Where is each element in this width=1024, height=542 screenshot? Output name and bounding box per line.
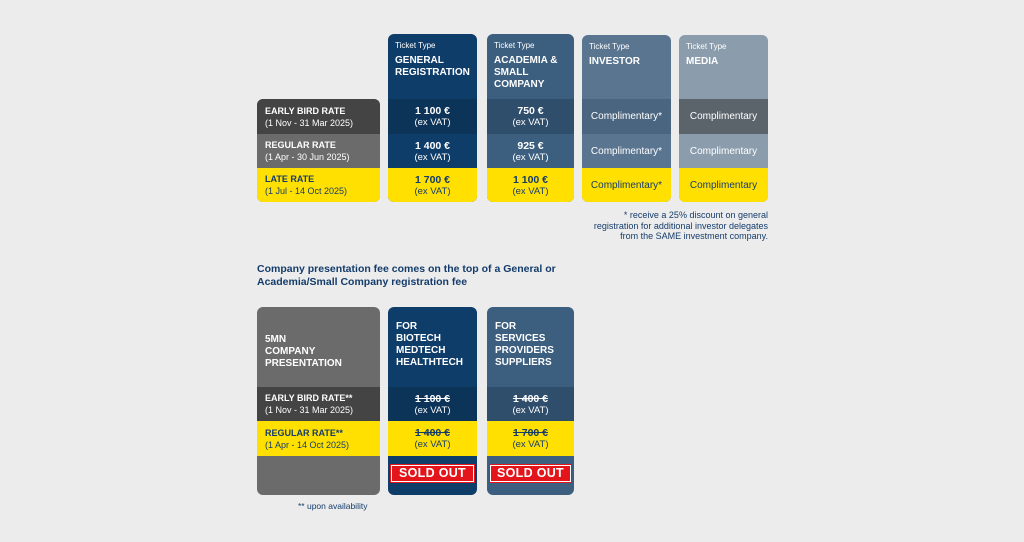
row-dates: (1 Apr - 14 Oct 2025) xyxy=(265,439,350,450)
general-registration-column xyxy=(388,34,477,202)
availability-footnote: ** upon availability xyxy=(298,501,368,511)
row-title: LATE RATE xyxy=(265,174,315,184)
price: 1 400 € xyxy=(512,392,549,405)
row-title: REGULAR RATE** xyxy=(265,427,343,438)
column-header xyxy=(396,321,463,369)
ticket-type-label: Ticket Type xyxy=(395,41,436,50)
row-dates: (1 Apr - 30 Jun 2025) xyxy=(265,152,350,162)
vat-note: (ex VAT) xyxy=(512,117,549,128)
title-line: PRESENTATION xyxy=(265,358,342,369)
column-title: FOR xyxy=(396,321,418,332)
complimentary-label: Complimentary* xyxy=(590,111,663,122)
price-cell xyxy=(679,134,768,168)
vat-note: (ex VAT) xyxy=(414,439,451,450)
complimentary-label: Complimentary xyxy=(689,111,758,122)
column-header xyxy=(679,35,768,68)
complimentary-label: Complimentary xyxy=(689,179,758,191)
column-title: MEDIA xyxy=(686,56,719,67)
row-title: EARLY BIRD RATE** xyxy=(265,393,353,403)
ticket-type-label: Ticket Type xyxy=(494,41,535,50)
footnote-line: from the SAME investment company. xyxy=(620,231,768,241)
column-title: SMALL xyxy=(494,67,529,78)
price-cell xyxy=(388,168,477,202)
price: 1 400 € xyxy=(414,427,451,439)
price: 1 100 € xyxy=(414,105,451,117)
vat-note: (ex VAT) xyxy=(414,404,451,416)
column-title: REGISTRATION xyxy=(395,67,470,78)
column-title: PROVIDERS xyxy=(495,345,554,356)
column-header xyxy=(582,35,671,68)
price-cell xyxy=(679,168,768,202)
services-column xyxy=(487,307,574,495)
early-bird-rate-label xyxy=(257,99,380,134)
price-cell xyxy=(487,168,574,202)
price: 750 € xyxy=(517,105,544,117)
column-title: BIOTECH xyxy=(396,333,441,344)
row-title: EARLY BIRD RATE xyxy=(265,105,346,116)
price-cell xyxy=(679,99,768,134)
column-title: ACADEMIA & xyxy=(494,55,558,66)
presentation-title xyxy=(265,334,342,370)
column-title: SERVICES xyxy=(495,333,546,344)
vat-note: (ex VAT) xyxy=(512,404,549,416)
price: 1 100 € xyxy=(414,392,451,405)
investor-footnote xyxy=(520,210,768,242)
price-cell xyxy=(582,99,671,134)
price: 1 700 € xyxy=(414,173,451,186)
column-title: HEALTHTECH xyxy=(396,357,464,368)
row-title: REGULAR RATE xyxy=(265,140,336,150)
row-dates: (1 Nov - 31 Mar 2025) xyxy=(265,117,354,128)
early-bird-rate-label xyxy=(257,387,380,421)
heading-line: Academia/Small Company registration fee xyxy=(257,276,468,288)
price-cell xyxy=(487,387,574,421)
complimentary-label: Complimentary* xyxy=(590,145,663,157)
academia-small-company-column xyxy=(487,34,574,202)
footnote-line: * receive a 25% discount on general xyxy=(623,210,768,220)
ticket-type-label: Ticket Type xyxy=(686,42,727,51)
column-title: SUPPLIERS xyxy=(495,357,552,368)
price-cell xyxy=(388,99,477,134)
complimentary-label: Complimentary xyxy=(689,145,758,157)
biotech-column xyxy=(388,307,477,495)
complimentary-label: Complimentary* xyxy=(590,179,663,191)
column-title: MEDTECH xyxy=(396,345,446,356)
sold-out-badge: SOLD OUT xyxy=(490,465,571,482)
column-header xyxy=(487,34,574,91)
title-line: COMPANY xyxy=(265,346,316,357)
price: 1 100 € xyxy=(512,173,549,186)
price-cell xyxy=(487,421,574,456)
vat-note: (ex VAT) xyxy=(512,185,549,197)
vat-note: (ex VAT) xyxy=(414,151,451,163)
investor-column xyxy=(582,35,671,202)
price: 1 400 € xyxy=(414,139,451,152)
row-dates: (1 Nov - 31 Mar 2025) xyxy=(265,405,354,415)
vat-note: (ex VAT) xyxy=(414,185,451,197)
vat-note: (ex VAT) xyxy=(512,151,549,163)
column-title: COMPANY xyxy=(494,79,545,90)
price: 925 € xyxy=(517,139,544,152)
media-column xyxy=(679,35,768,202)
vat-note: (ex VAT) xyxy=(414,117,451,128)
price-cell xyxy=(388,134,477,168)
price-cell xyxy=(487,99,574,134)
price-cell xyxy=(388,387,477,421)
footnote-line: registration for additional investor delegates xyxy=(593,220,768,231)
vat-note: (ex VAT) xyxy=(512,439,549,450)
price: 1 700 € xyxy=(512,427,549,439)
price-cell xyxy=(582,168,671,202)
regular-rate-label xyxy=(257,134,380,168)
column-header xyxy=(495,321,554,369)
price-cell xyxy=(487,134,574,168)
row-dates: (1 Jul - 14 Oct 2025) xyxy=(265,186,348,196)
column-title: FOR xyxy=(495,321,517,332)
column-title: INVESTOR xyxy=(589,56,640,67)
column-title: GENERAL xyxy=(395,55,444,66)
rate-label-card xyxy=(257,99,380,202)
regular-rate-label xyxy=(257,421,380,456)
sold-out-badge: SOLD OUT xyxy=(391,465,474,482)
column-header xyxy=(388,34,477,79)
presentation-label-card xyxy=(257,307,380,495)
price-cell xyxy=(388,421,477,456)
late-rate-label xyxy=(257,168,380,202)
title-line: 5MN xyxy=(265,334,287,345)
ticket-type-label: Ticket Type xyxy=(589,42,630,51)
presentation-heading xyxy=(257,263,617,289)
heading-line: Company presentation fee comes on the top of a General or xyxy=(257,263,556,275)
price-cell xyxy=(582,134,671,168)
